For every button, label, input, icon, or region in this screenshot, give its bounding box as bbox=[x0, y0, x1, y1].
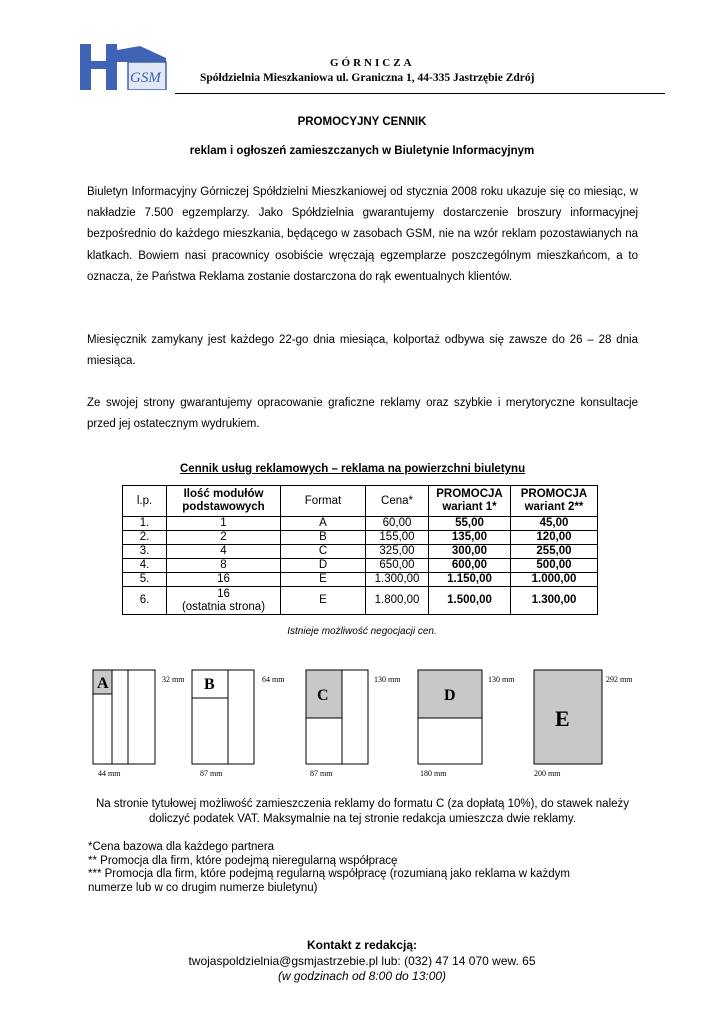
price-table bbox=[122, 485, 598, 615]
width-a: 44 mm bbox=[98, 769, 121, 778]
org-name: GÓRNICZA bbox=[330, 57, 415, 69]
table-row: 1. 1 A 60,00 55,00 45,00 bbox=[123, 517, 598, 531]
table-row: 2. 2 B 155,00 135,00 120,00 bbox=[123, 531, 598, 545]
table-row: 6. 16 (ostatnia strona) E 1.800,00 1.500,00 1.300,00 bbox=[123, 587, 598, 615]
table-title: Cennik usług reklamowych – reklama na powierzchni biuletynu bbox=[180, 463, 526, 475]
header-divider bbox=[175, 93, 665, 94]
col-modules: Ilość modułów podstawowych bbox=[167, 486, 281, 517]
col-promo-1: PROMOCJA wariant 1* bbox=[429, 486, 511, 517]
contact-line: twojaspoldzielnia@gsmjastrzebie.pl lub: (032) 47 14 070 wew. 65 bbox=[188, 954, 536, 968]
negotiation-note: Istnieje możliwość negocjacji cen. bbox=[287, 626, 437, 637]
footnote-1: *Cena bazowa dla każdego partnera bbox=[88, 841, 275, 853]
height-a: 32 mm bbox=[162, 675, 185, 684]
format-c-label: C bbox=[317, 687, 329, 704]
gsm-logo bbox=[80, 44, 170, 90]
table-row: 3. 4 C 325,00 300,00 255,00 bbox=[123, 545, 598, 559]
contact-heading: Kontakt z redakcją: bbox=[306, 938, 418, 952]
vat-note: Na stronie tytułowej możliwość zamieszczenia reklamy do formatu C (za dopłatą 10%), do stawek należy doliczyć podatek VAT. Maksymalnie na tej stronie redakcja umieszcza dwie reklamy. bbox=[95, 798, 630, 825]
col-promo-2: PROMOCJA wariant 2** bbox=[511, 486, 598, 517]
schedule-paragraph: Miesięcznik zamykany jest każdego 22-go dnia miesiąca, kolportaż odbywa się zawsze do 26 – 28 dnia miesiąca. bbox=[87, 334, 638, 368]
footnote-3: *** Promocja dla firm, które podejmą regularną współpracę (rozumianą jako reklama w każdym numerze lub w co drugim numerze biuletynu) bbox=[88, 868, 570, 894]
org-address: Spółdzielnia Mieszkaniowa ul. Graniczna 1, 44-335 Jastrzębie Zdrój bbox=[200, 72, 535, 84]
page-subtitle: reklam i ogłoszeń zamieszczanych w Biuletynie Informacyjnym bbox=[189, 145, 535, 157]
width-e: 200 mm bbox=[534, 769, 561, 778]
height-e: 292 mm bbox=[606, 675, 633, 684]
page-title: PROMOCYJNY CENNIK bbox=[297, 116, 427, 128]
format-b-label: B bbox=[204, 676, 215, 693]
width-d: 180 mm bbox=[420, 769, 447, 778]
col-format: Format bbox=[281, 486, 366, 517]
width-b: 87 mm bbox=[200, 769, 223, 778]
col-price: Cena* bbox=[366, 486, 429, 517]
col-lp: l.p. bbox=[123, 486, 167, 517]
height-d: 130 mm bbox=[488, 675, 515, 684]
height-b: 64 mm bbox=[262, 675, 285, 684]
table-row: 5. 16 E 1.300,00 1.150,00 1.000,00 bbox=[123, 573, 598, 587]
width-c: 87 mm bbox=[310, 769, 333, 778]
intro-paragraph: Biuletyn Informacyjny Górniczej Spółdzielni Mieszkaniowej od stycznia 2008 roku ukazuje się co miesiąc, w nakładzie 7.500 egzemplarzy. Jako Spółdzielnia gwarantujemy dostarczenie broszury informacyjnej bezpośrednio do każdego mieszkania, będącego w zasobach GSM, nie na wzór reklam pozostawianych na klatkach. Bowiem nasi pracownicy osobiście wręczają egzemplarze poszczególnym mieszkańcom, a to oznacza, że Państwa Reklama zostanie dostarczona do rąk ewentualnych klientów. bbox=[87, 186, 638, 283]
table-row: 4. 8 D 650,00 600,00 500,00 bbox=[123, 559, 598, 573]
contact-hours: (w godzinach od 8:00 do 13:00) bbox=[277, 969, 447, 983]
format-d-label: D bbox=[444, 687, 456, 704]
guarantee-paragraph: Ze swojej strony gwarantujemy opracowanie graficzne reklamy oraz szybkie i merytoryczne konsultacje przed jej ostatecznym wydrukiem. bbox=[87, 397, 638, 431]
format-a-label: A bbox=[97, 675, 109, 692]
format-e-label: E bbox=[555, 706, 570, 731]
table-header-row bbox=[123, 486, 598, 517]
footnote-2: ** Promocja dla firm, które podejmą nieregularną współpracę bbox=[88, 855, 398, 867]
height-c: 130 mm bbox=[374, 675, 401, 684]
logo-text: GSM bbox=[130, 70, 161, 86]
format-diagram bbox=[88, 662, 648, 782]
